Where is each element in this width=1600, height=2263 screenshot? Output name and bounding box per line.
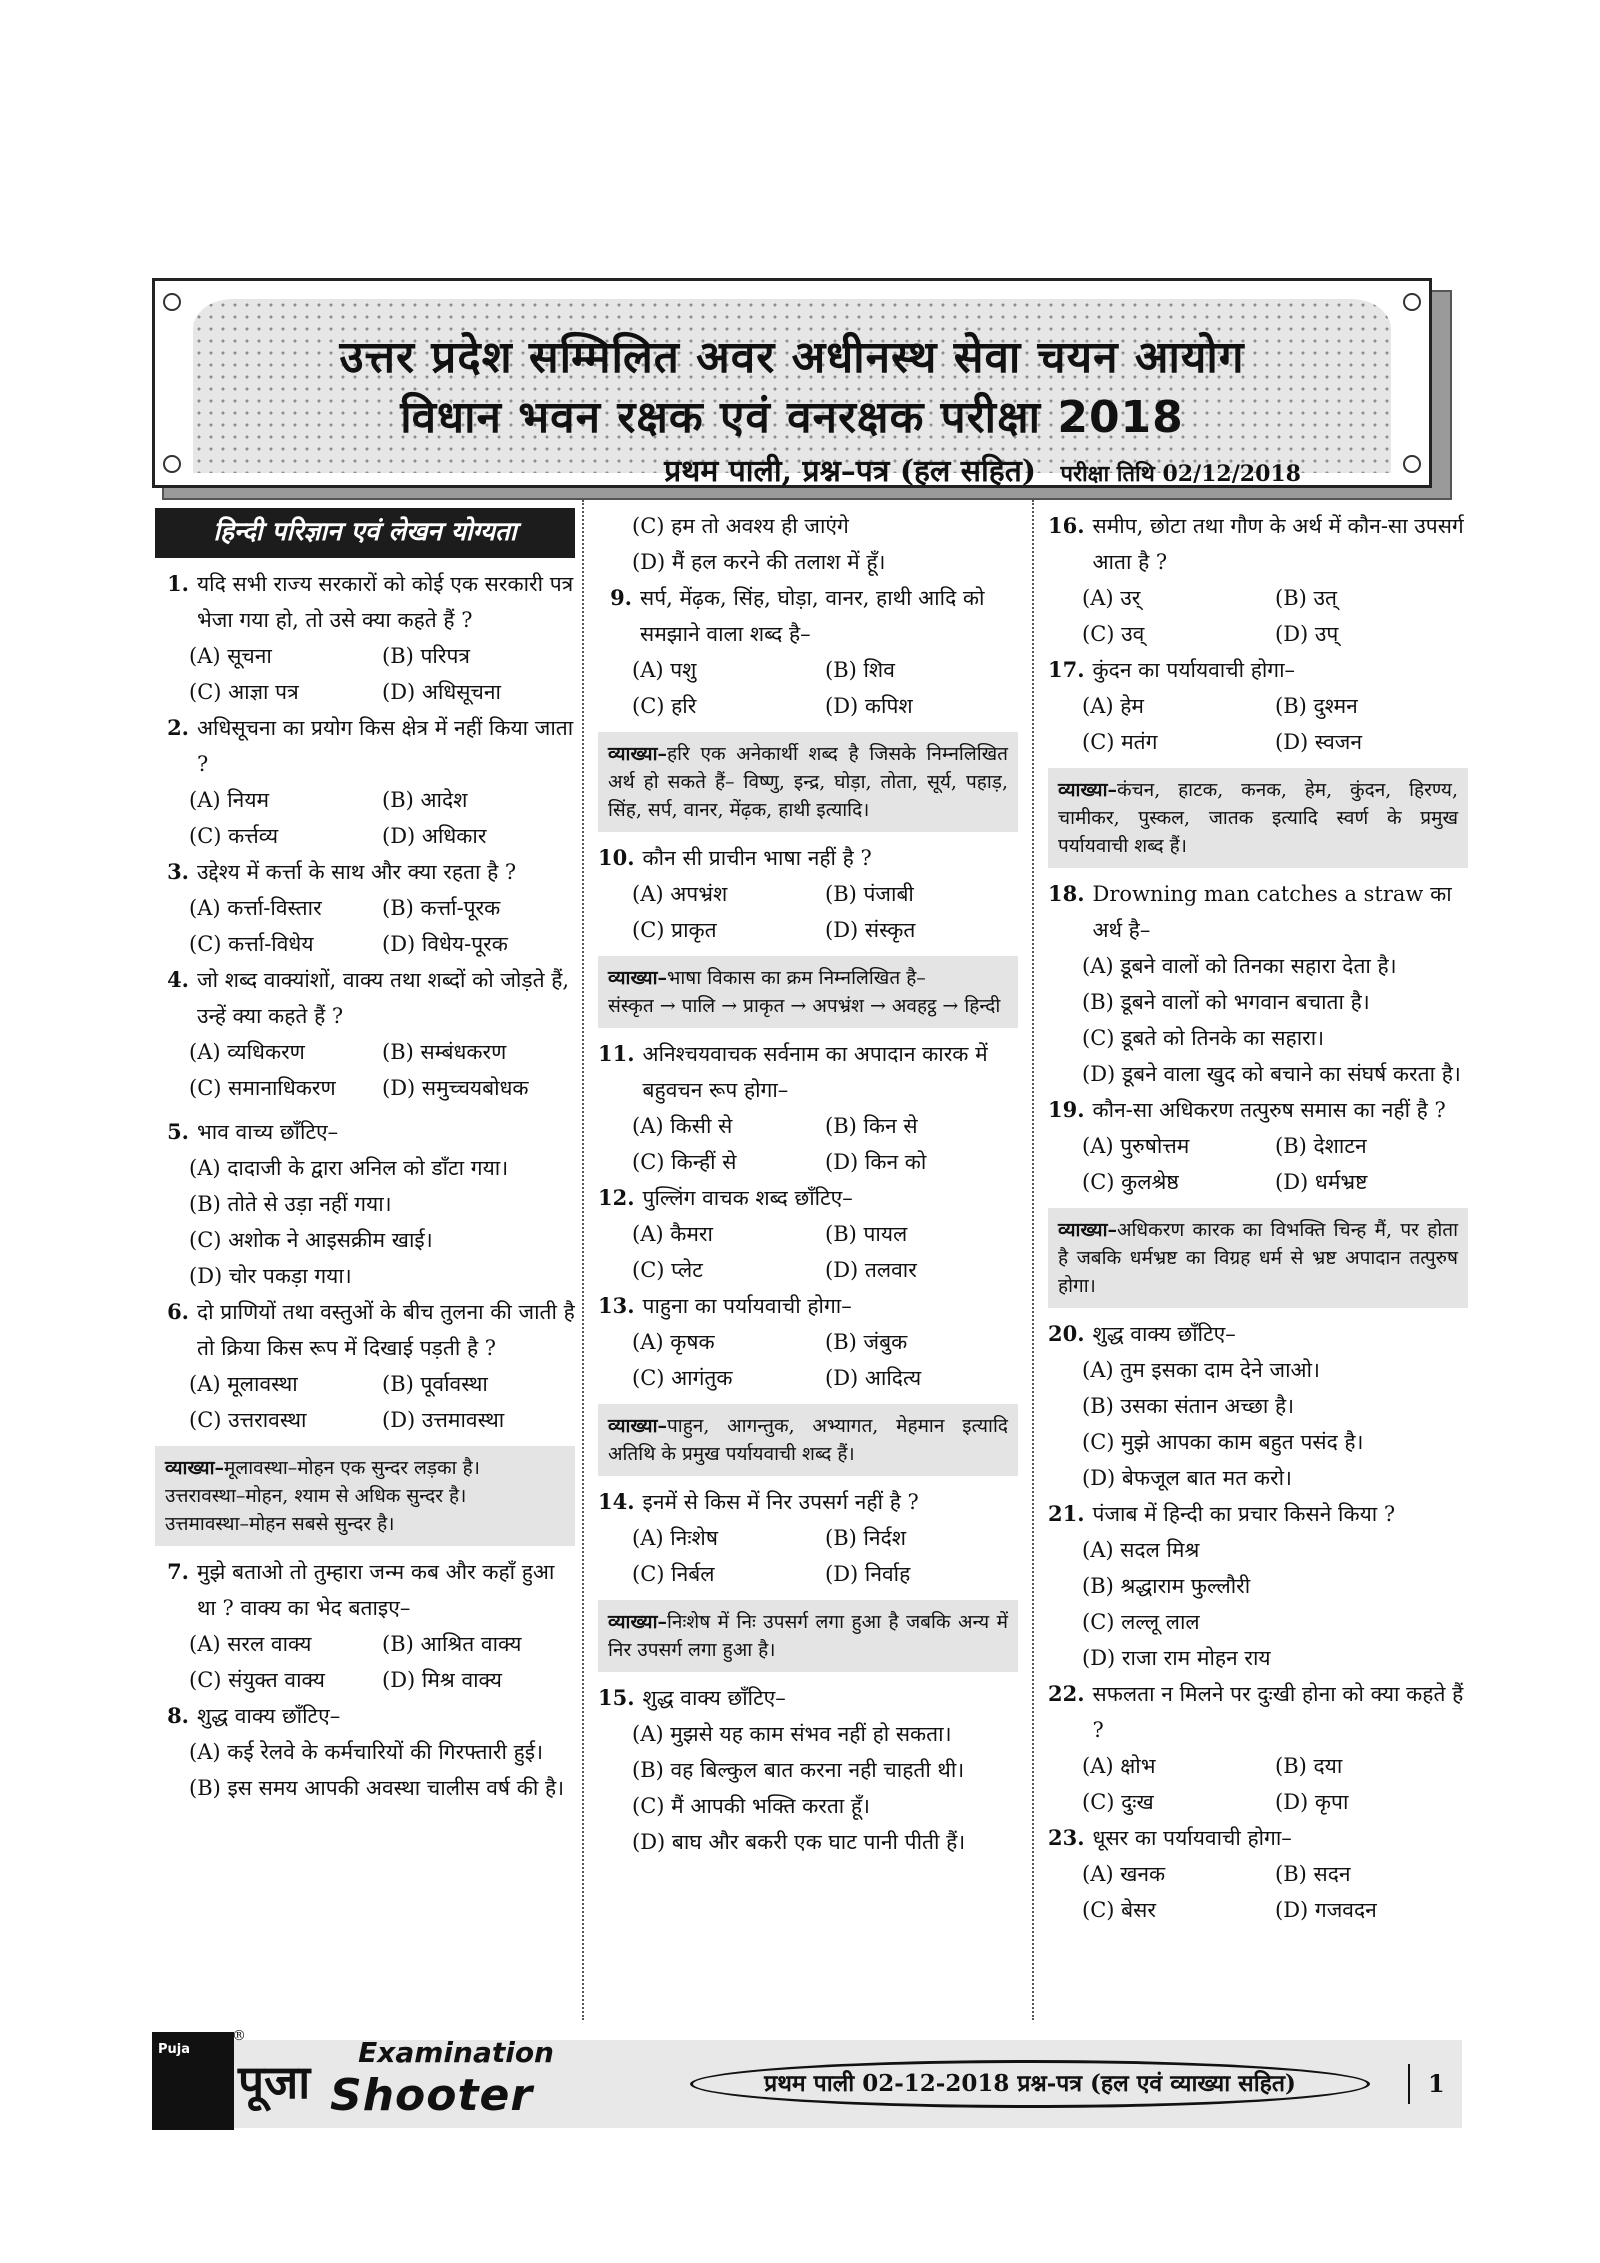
publisher-logo-text: पूजा (238, 2055, 311, 2109)
question-15: 15. शुद्ध वाक्य छाँटिए– (A) मुझसे यह काम संभव नहीं हो सकता। (B) वह बिल्कुल बात करना नही चाहती थी। (C) मैं आपकी भक्ति करता हूँ। (D) बाघ और बकरी एक घाट पानी पीती हैं। (598, 1685, 966, 1854)
explanation-box: व्याख्या–भाषा विकास का क्रम निम्नलिखित है– संस्कृत → पालि → प्राकृत → अपभ्रंश → अवहट्ठ → हिन्दी (598, 956, 1018, 1028)
exam-date: परीक्षा तिथि 02/12/2018 (1060, 461, 1301, 487)
question-1: 1. यदि सभी राज्य सरकारों को कोई एक सरकारी पत्र भेजा गया हो, तो उसे क्या कहते हैं ? (A) सूचना (B) परिपत्र (C) आज्ञा पत्र (D) अधिसूचना (167, 571, 574, 704)
header-subtitle (193, 449, 1301, 490)
question-3: 3. उद्देश्य में कर्त्ता के साथ और क्या रहता है ? (A) कर्त्ता-विस्तार (B) कर्त्ता-पूरक (C) कर्त्ता-विधेय (D) विधेय-पूरक (167, 859, 517, 956)
explanation-box: व्याख्या–अधिकरण कारक का विभक्ति चिन्ह मैं, पर होता है जबकि धर्मभ्रष्ट का विग्रह धर्म से भ्रष्ट अपादान तत्पुरुष होगा। (1048, 1208, 1468, 1308)
header-title-line2: विधान भवन रक्षक एवं वनरक्षक परीक्षा 2018 (400, 392, 1184, 443)
column-divider (582, 500, 584, 2020)
question-20: 20. शुद्ध वाक्य छाँटिए– (A) तुम इसका दाम देने जाओ। (B) उसका संतान अच्छा है। (C) मुझे आपका काम बहुत पसंद है। (D) बेफजूल बात मत करो। (1048, 1321, 1364, 1490)
header-box (152, 278, 1432, 488)
question-9: 9. सर्प, मेंढ़क, सिंह, घोड़ा, वानर, हाथी आदि को समझाने वाला शब्द है– (A) पशु (B) शिव (C) हरि (D) कपिश (610, 585, 985, 718)
question-7: 7. मुझे बताओ तो तुम्हारा जन्म कब और कहाँ हुआ था ? वाक्य का भेद बताइए– (A) सरल वाक्य (B) आश्रित वाक्य (C) संयुक्त वाक्य (D) मिश्र वाक्य (167, 1559, 555, 1692)
question-23: 23. धूसर का पर्यायवाची होगा– (A) खनक (B) सदन (C) बेसर (D) गजवदन (1048, 1825, 1377, 1922)
question-2: 2. अधिसूचना का प्रयोग किस क्षेत्र में नहीं किया जाता ? (A) नियम (B) आदेश (C) कर्त्तव्य (D) अधिकार (167, 715, 574, 848)
footer-separator (1408, 2064, 1410, 2104)
question-8-continued: (C) हम तो अवश्य ही जाएंगे (D) मैं हल करने की तलाश में हूँ। (632, 514, 886, 574)
screw-icon (163, 455, 181, 473)
question-18: 18. Drowning man catches a straw का अर्थ है– (A) डूबने वालों को तिनका सहारा देता है। (B) डूबने वालों को भगवान बचाता है। (C) डूबते को तिनके का सहारा। (D) डूबने वाला खुद को बचाने का संघर्ष करता है। (1048, 881, 1461, 1086)
explanation-box: व्याख्या–हरि एक अनेकार्थी शब्द है जिसके निम्नलिखित अर्थ हो सकते हैं– विष्णु, इन्द्र, घोड़ा, तोता, सूर्य, पहाड़, सिंह, सर्प, वानर, मेंढ़क, हाथी इत्यादि। (598, 732, 1018, 832)
question-19: 19. कौन-सा अधिकरण तत्पुरुष समास का नहीं है ? (A) पुरुषोत्तम (B) देशाटन (C) कुलश्रेष्ठ (D) धर्मभ्रष्ट (1048, 1097, 1446, 1194)
question-14: 14. इनमें से किस में निर उपसर्ग नहीं है ? (A) निःशेष (B) निर्दश (C) निर्बल (D) निर्वाह (598, 1489, 919, 1586)
question-21: 21. पंजाब में हिन्दी का प्रचार किसने किया ? (A) सदल मिश्र (B) श्रद्धाराम फुल्लौरी (C) लल्लू लाल (D) राजा राम मोहन राय (1048, 1501, 1396, 1670)
column-1 (155, 508, 575, 1806)
screw-icon (163, 293, 181, 311)
column-3 (1048, 508, 1468, 1928)
explanation-box: व्याख्या–पाहुन, आगन्तुक, अभ्यागत, मेहमान इत्यादि अतिथि के प्रमुख पर्यायवाची शब्द हैं। (598, 1404, 1018, 1476)
column-2 (598, 508, 1018, 1860)
question-6: 6. दो प्राणियों तथा वस्तुओं के बीच तुलना की जाती है तो क्रिया किस रूप में दिखाई पड़ती है ? (A) मूलावस्था (B) पूर्वावस्था (C) उत्तरावस्था (D) उत्तमावस्था (167, 1299, 575, 1432)
question-22: 22. सफलता न मिलने पर दुःखी होना को क्या कहते हैं ? (A) क्षोभ (B) दया (C) दुःख (D) कृपा (1048, 1681, 1464, 1814)
question-13: 13. पाहुना का पर्यायवाची होगा– (A) कृषक (B) जंबुक (C) आगंतुक (D) आदित्य (598, 1293, 922, 1390)
screw-icon (1403, 455, 1421, 473)
screw-icon (1403, 293, 1421, 311)
header-title-line1: उत्तर प्रदेश सम्मिलित अवर अधीनस्थ सेवा चयन आयोग (339, 332, 1245, 383)
section-title: हिन्दी परिज्ञान एवं लेखन योग्यता (155, 508, 575, 558)
footer-caption: प्रथम पाली 02-12-2018 प्रश्न-पत्र (हल एवं व्याख्या सहित) (690, 2060, 1370, 2108)
explanation-box: व्याख्या–मूलावस्था–मोहन एक सुन्दर लड़का है। उत्तरावस्था–मोहन, श्याम से अधिक सुन्दर है। उत्तमावस्था–मोहन सबसे सुन्दर है। (155, 1446, 575, 1546)
question-10: 10. कौन सी प्राचीन भाषा नहीं है ? (A) अपभ्रंश (B) पंजाबी (C) प्राकृत (D) संस्कृत (598, 845, 916, 942)
explanation-box: व्याख्या–कंचन, हाटक, कनक, हेम, कुंदन, हिरण्य, चामीकर, पुस्कल, जातक इत्यादि स्वर्ण के प्रमुख पर्यायवाची शब्द हैं। (1048, 768, 1468, 868)
page-number: 1 (1428, 2069, 1445, 2098)
question-12: 12. पुल्लिंग वाचक शब्द छाँटिए– (A) कैमरा (B) पायल (C) प्लेट (D) तलवार (598, 1185, 917, 1282)
question-16: 16. समीप, छोटा तथा गौण के अर्थ में कौन-सा उपसर्ग आता है ? (A) उर् (B) उत् (C) उव् (D) उप् (1048, 513, 1464, 646)
column-divider (1032, 500, 1034, 2020)
question-5: 5. भाव वाच्य छाँटिए– (A) दादाजी के द्वारा अनिल को डाँटा गया। (B) तोते से उड़ा नहीं गया। (C) अशोक ने आइसक्रीम खाई। (D) चोर पकड़ा गया। (167, 1119, 509, 1288)
question-4: 4. जो शब्द वाक्यांशों, वाक्य तथा शब्दों को जोड़ते हैं, उन्हें क्या कहते हैं ? (A) व्यधिकरण (B) सम्बंधकरण (C) समानाधिकरण (D) समुच्चयबोधक (167, 967, 570, 1100)
shift-label: प्रथम पाली, प्रश्न–पत्र (हल सहित) (664, 454, 1037, 489)
question-11: 11. अनिश्चयवाचक सर्वनाम का अपादान कारक में बहुवचन रूप होगा– (A) किसी से (B) किन से (C) किन्हीं से (D) किन को (598, 1041, 988, 1174)
explanation-box: व्याख्या–निःशेष में निः उपसर्ग लगा हुआ है जबकि अन्य में निर उपसर्ग लगा हुआ है। (598, 1600, 1018, 1672)
header-dotted-panel (193, 299, 1391, 489)
registered-mark: ® (232, 2028, 246, 2044)
logo-small-text: Puja (158, 2042, 191, 2057)
question-17: 17. कुंदन का पर्यायवाची होगा– (A) हेम (B) दुश्मन (C) मतंग (D) स्वजन (1048, 657, 1362, 754)
series-logo: Examination Shooter (330, 2036, 554, 2121)
question-8: 8. शुद्ध वाक्य छाँटिए– (A) कई रेलवे के कर्मचारियों की गिरफ्तारी हुई। (B) इस समय आपकी अवस्था चालीस वर्ष की है। (167, 1703, 565, 1800)
